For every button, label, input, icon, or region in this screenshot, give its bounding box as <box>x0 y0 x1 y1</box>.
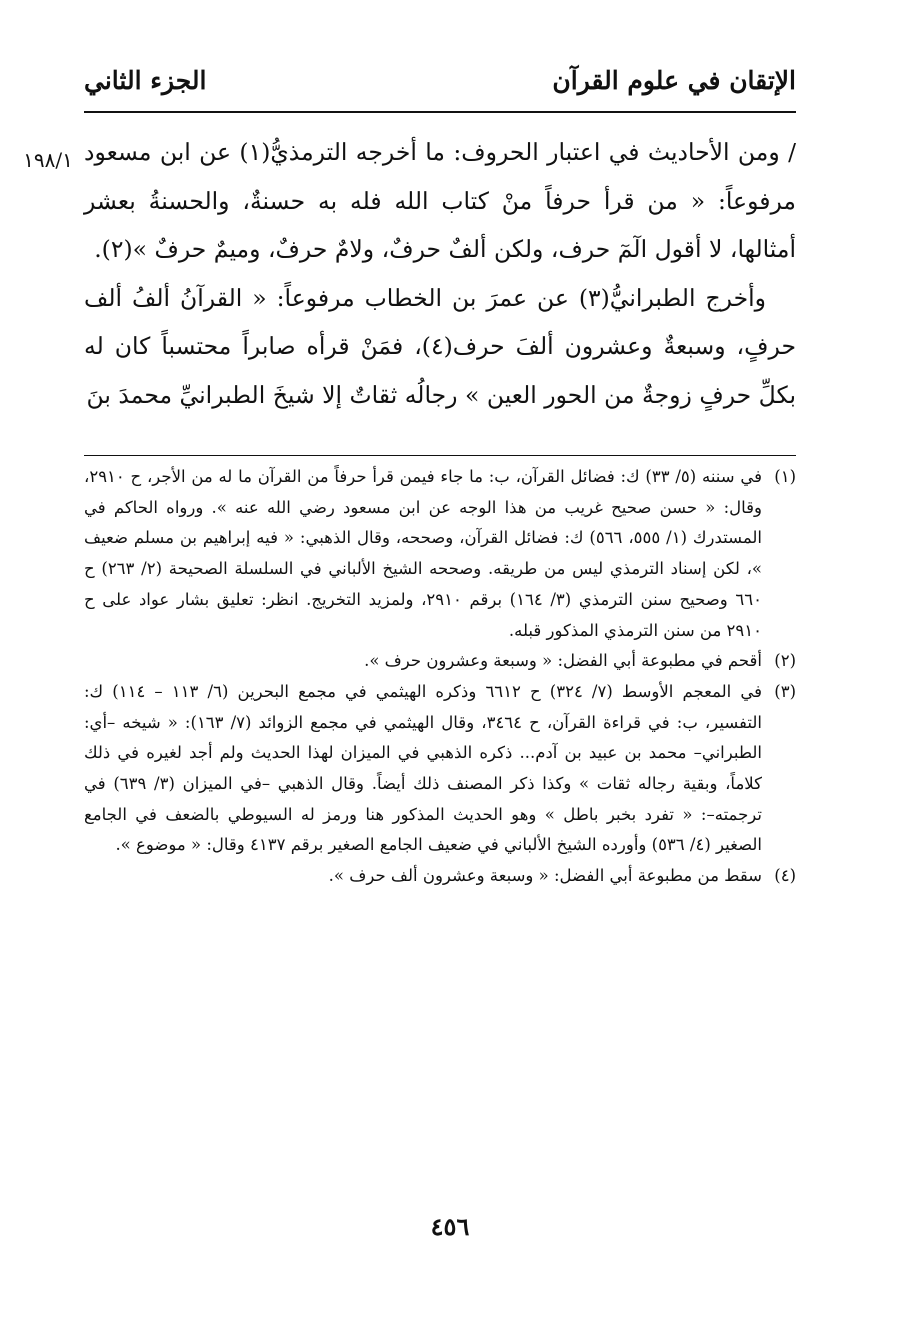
header-divider <box>84 111 796 113</box>
footnote-number: (٤) <box>774 866 796 886</box>
book-title: الإتقان في علوم القرآن <box>552 65 796 95</box>
footnote-text: أقحم في مطبوعة أبي الفضل: « وسبعة وعشرون حرف ». <box>364 651 762 671</box>
footnote-divider <box>84 455 796 456</box>
main-text <box>84 128 796 419</box>
margin-reference: ١٩٨/١ <box>23 148 73 172</box>
footnote-number: (١) <box>774 467 796 486</box>
page-number: ٤٥٦ <box>430 1212 470 1241</box>
footnote-text: سقط من مطبوعة أبي الفضل: « وسبعة وعشرون ألف حرف ». <box>328 866 762 886</box>
footnote-text: في المعجم الأوسط (٧/ ٣٢٤) ح ٦٦١٢ وذكره الهيثمي في مجمع البحرين (٦/ ١١٣ – ١١٤) ك: التفسير، ب: في قراءة القرآن، ح ٣٤٦٤، وقال الهيثمي في مجمع الزوائد (٧/ ١٦٣): « شيخه –أي: الطبراني– محمد بن عبيد بن آدم... ذكره الذهبي في الميزان لهذا الحديث ولم أجد لغيره في ذلك كلاماً، وبقية رجاله ثقات » وكذا ذكر المصنف ذلك أيضاً. وقال الذهبي –في الميزان (٣/ ٦٣٩) في ترجمته–: « تفرد بخبر باطل » وهو الحديث المذكور هنا ورمز له السيوطي بالضعف في الجامع الصغير (٤/ ٥٣٦) وأورده الشيخ الألباني في ضعيف الجامع الصغير برقم ٤١٣٧ وقال: « موضوع ». <box>84 681 762 855</box>
footnote-4 <box>84 861 796 892</box>
footnote-number: (٢) <box>774 651 796 671</box>
footnote-number: (٣) <box>774 681 796 701</box>
footnotes <box>84 462 796 892</box>
footnote-1 <box>84 462 796 646</box>
running-header <box>84 58 796 102</box>
footnote-3 <box>84 677 796 861</box>
footnote-text: في سننه (٥/ ٣٣) ك: فضائل القرآن، ب: ما جاء فيمن قرأ حرفاً من القرآن ما له من الأجر، ح ٢٩١٠، وقال: « حسن صحيح غريب من هذا الوجه عن ابن مسعود رضي الله عنه ». ورواه الحاكم في المستدرك (١/ ٥٥٥، ٥٦٦) ك: فضائل القرآن، وصححه، وقال الذهبي: « فيه إبراهيم بن مسلم ضعيف »، لكن إسناد الترمذي ليس من طريقه. وصححه الشيخ الألباني في السلسلة الصحيحة (٢/ ٢٦٣) ح ٦٦٠ وصحيح سنن الترمذي (٣/ ١٦٤) برقم ٢٩١٠، ولمزيد التخريج. انظر: تعليق بشار عواد على ح ٢٩١٠ من سنن الترمذي المذكور قبله. <box>84 467 762 640</box>
footnote-2 <box>84 646 796 677</box>
main-paragraph-1: / ومن الأحاديث في اعتبار الحروف: ما أخرجه الترمذيُّ(١) عن ابن مسعود مرفوعاً: « من قرأ حرفاً منْ كتاب الله فله به حسنةٌ، والحسنةُ بعشر أمثالها، لا أقول الٓمٓ حرف، ولكن ألفٌ حرفٌ، ولامٌ حرفٌ، وميمٌ حرفٌ »(٢). <box>84 138 796 263</box>
part-title: الجزء الثاني <box>84 65 207 95</box>
main-paragraph-2: وأخرج الطبرانيُّ(٣) عن عمرَ بن الخطاب مرفوعاً: « القرآنُ ألفُ ألف حرفٍ، وسبعةٌ وعشرون ألفَ حرف(٤)، فمَنْ قرأه صابراً محتسباً كان له بكلِّ حرفٍ زوجةٌ من الحور العين » رجالُه ثقاتٌ إلا شيخَ الطبرانيِّ محمدَ بنَ <box>84 283 796 409</box>
